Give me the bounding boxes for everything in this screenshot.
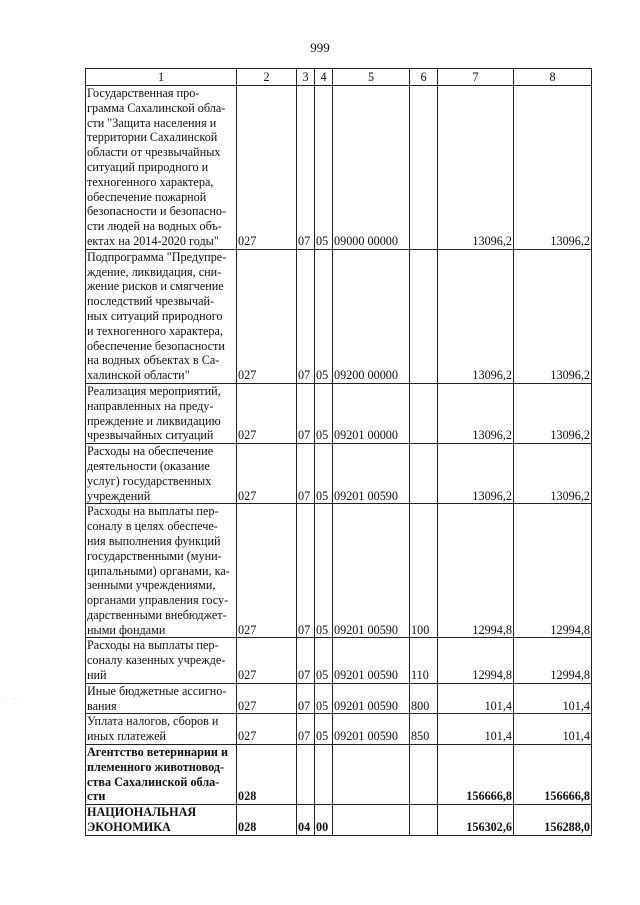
table-row xyxy=(86,383,592,443)
table-row xyxy=(86,504,592,638)
table-body xyxy=(86,86,592,836)
cell-subsection: 05 xyxy=(315,683,333,714)
header-cell-3: 3 xyxy=(297,69,315,86)
cell-expense-type xyxy=(410,383,438,443)
cell-section: 07 xyxy=(297,444,315,504)
cell-ved: 027 xyxy=(237,683,297,714)
cell-sum-2: 13096,2 xyxy=(514,86,592,250)
cell-section: 07 xyxy=(297,504,315,638)
cell-expense-type: 110 xyxy=(410,638,438,683)
table-row xyxy=(86,805,592,836)
header-cell-4: 4 xyxy=(315,69,333,86)
cell-target-article: 09201 00590 xyxy=(333,444,410,504)
table-row xyxy=(86,86,592,250)
cell-sum-1: 13096,2 xyxy=(438,383,514,443)
cell-sum-2: 12994,8 xyxy=(514,504,592,638)
cell-name: Подпрограмма "Предупре- ждение, ликвидация, сни- жение рисков и смягчение последствий чрезвычай- ных ситуаций природного и техногенного характера, обеспечение безопасности на водных объектах в Са- халинской области" xyxy=(86,249,237,383)
cell-sum-2: 13096,2 xyxy=(514,444,592,504)
cell-ved: 027 xyxy=(237,444,297,504)
cell-name: НАЦИОНАЛЬНАЯ ЭКОНОМИКА xyxy=(86,805,237,836)
cell-section: 04 xyxy=(297,805,315,836)
header-cell-7: 7 xyxy=(438,69,514,86)
cell-expense-type xyxy=(410,249,438,383)
cell-name: Расходы на выплаты пер- соналу в целях обеспече- ния выполнения функций государственными (муни- ципальными) органами, ка- зенными учреждениями, органами управления госу- дарственными внебюджет- ными фондами xyxy=(86,504,237,638)
header-cell-1: 1 xyxy=(86,69,237,86)
cell-name: Государственная про- грамма Сахалинской обла- сти "Защита населения и территории Сахалинской области от чрезвычайных ситуаций природного и техногенного характера, обеспечение пожарной безопасности и безопасно- сти людей на водных объ- ектах на 2014-2020 годы" xyxy=(86,86,237,250)
cell-subsection: 05 xyxy=(315,86,333,250)
cell-subsection xyxy=(315,745,333,805)
cell-target-article xyxy=(333,745,410,805)
cell-expense-type: 800 xyxy=(410,683,438,714)
cell-target-article: 09201 00000 xyxy=(333,383,410,443)
cell-ved: 027 xyxy=(237,714,297,745)
cell-sum-1: 12994,8 xyxy=(438,504,514,638)
cell-sum-1: 101,4 xyxy=(438,683,514,714)
cell-subsection: 05 xyxy=(315,714,333,745)
cell-sum-2: 13096,2 xyxy=(514,383,592,443)
cell-ved: 027 xyxy=(237,504,297,638)
table-row xyxy=(86,249,592,383)
cell-ved: 028 xyxy=(237,745,297,805)
cell-target-article: 09201 00590 xyxy=(333,683,410,714)
cell-expense-type xyxy=(410,444,438,504)
cell-target-article: 09201 00590 xyxy=(333,638,410,683)
cell-sum-2: 101,4 xyxy=(514,714,592,745)
header-cell-6: 6 xyxy=(410,69,438,86)
cell-sum-2: 156288,0 xyxy=(514,805,592,836)
cell-section xyxy=(297,745,315,805)
cell-name: Агентство ветеринарии и племенного животновод- ства Сахалинской обла- сти xyxy=(86,745,237,805)
cell-target-article xyxy=(333,805,410,836)
cell-expense-type: 100 xyxy=(410,504,438,638)
table-row xyxy=(86,714,592,745)
header-row xyxy=(86,69,592,86)
table-row xyxy=(86,683,592,714)
cell-name: Иные бюджетные ассигно- вания xyxy=(86,683,237,714)
cell-section: 07 xyxy=(297,383,315,443)
cell-sum-1: 12994,8 xyxy=(438,638,514,683)
cell-ved: 028 xyxy=(237,805,297,836)
cell-name: Уплата налогов, сборов и иных платежей xyxy=(86,714,237,745)
cell-sum-1: 13096,2 xyxy=(438,444,514,504)
cell-ved: 027 xyxy=(237,383,297,443)
cell-sum-2: 13096,2 xyxy=(514,249,592,383)
cell-section: 07 xyxy=(297,714,315,745)
cell-ved: 027 xyxy=(237,249,297,383)
cell-target-article: 09201 00590 xyxy=(333,504,410,638)
cell-subsection: 05 xyxy=(315,444,333,504)
cell-ved: 027 xyxy=(237,86,297,250)
header-cell-5: 5 xyxy=(333,69,410,86)
cell-subsection: 05 xyxy=(315,383,333,443)
cell-target-article: 09000 00000 xyxy=(333,86,410,250)
cell-sum-2: 12994,8 xyxy=(514,638,592,683)
header-cell-2: 2 xyxy=(237,69,297,86)
cell-sum-1: 101,4 xyxy=(438,714,514,745)
cell-section: 07 xyxy=(297,249,315,383)
cell-expense-type xyxy=(410,745,438,805)
header-cell-8: 8 xyxy=(514,69,592,86)
table-row xyxy=(86,444,592,504)
cell-sum-2: 101,4 xyxy=(514,683,592,714)
cell-target-article: 09200 00000 xyxy=(333,249,410,383)
cell-section: 07 xyxy=(297,683,315,714)
cell-target-article: 09201 00590 xyxy=(333,714,410,745)
cell-ved: 027 xyxy=(237,638,297,683)
scan-speck: · · · xyxy=(2,694,26,704)
cell-sum-1: 13096,2 xyxy=(438,86,514,250)
budget-table xyxy=(85,68,592,836)
cell-name: Реализация мероприятий, направленных на преду- преждение и ликвидацию чрезвычайных ситуаций xyxy=(86,383,237,443)
cell-name: Расходы на выплаты пер- соналу казенных учрежде- ний xyxy=(86,638,237,683)
cell-sum-2: 156666,8 xyxy=(514,745,592,805)
page-number: 999 xyxy=(310,40,330,55)
cell-subsection: 05 xyxy=(315,504,333,638)
cell-sum-1: 13096,2 xyxy=(438,249,514,383)
cell-subsection: 00 xyxy=(315,805,333,836)
cell-expense-type: 850 xyxy=(410,714,438,745)
cell-subsection: 05 xyxy=(315,249,333,383)
cell-section: 07 xyxy=(297,638,315,683)
cell-name: Расходы на обеспечение деятельности (оказание услуг) государственных учреждений xyxy=(86,444,237,504)
table-row xyxy=(86,745,592,805)
cell-sum-1: 156302,6 xyxy=(438,805,514,836)
cell-expense-type xyxy=(410,86,438,250)
cell-subsection: 05 xyxy=(315,638,333,683)
cell-sum-1: 156666,8 xyxy=(438,745,514,805)
cell-section: 07 xyxy=(297,86,315,250)
cell-expense-type xyxy=(410,805,438,836)
table-row xyxy=(86,638,592,683)
